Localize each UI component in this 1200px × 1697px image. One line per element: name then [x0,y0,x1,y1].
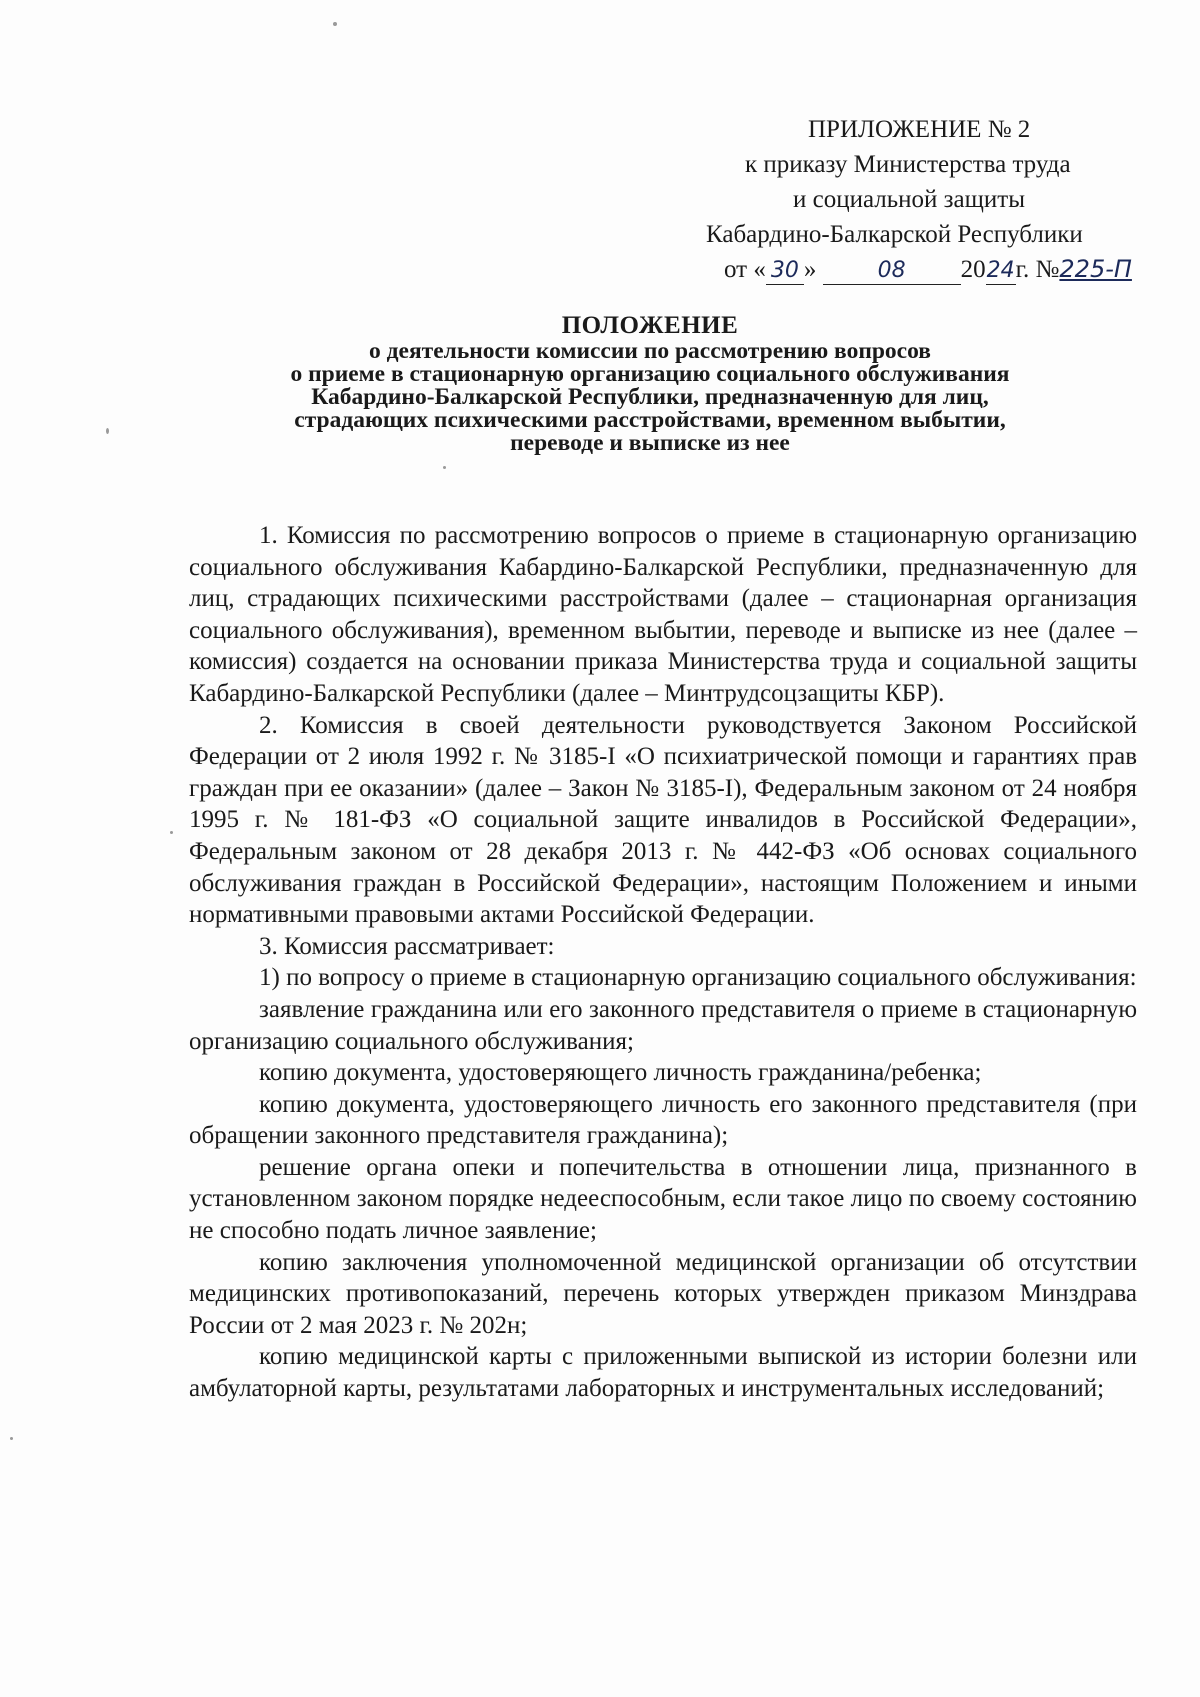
scan-speck [10,1437,13,1440]
approval-date-line [680,252,1170,287]
date-year-prefix: 20 [960,256,986,283]
date-mid: » [803,256,817,283]
list-item: решение органа опеки и попечительства в отношении лица, признанного в установленном законом порядке недееспособным, если такое лицо по своему состоянию не способно подать личное заявление; [189,1153,1137,1245]
scan-speck [170,831,173,834]
title-line: Кабардино-Балкарской Республики, предназначенную для лиц, [311,384,989,410]
title-line: о приеме в стационарную организацию социального обслуживания [290,361,1010,387]
list-item: копию заключения уполномоченной медицинской организации об отсутствии медицинских противопоказаний, перечень которых утвержден приказом Минздрава России от 2 мая 2023 г. № 202н; [189,1248,1137,1339]
approval-stamp-block [680,112,1170,287]
scan-speck [333,22,337,26]
scan-speck [106,428,109,434]
order-number: 225-П [1059,255,1132,283]
approval-republic: Кабардино-Балкарской Республики [706,221,1083,248]
title-line: о деятельности комиссии по рассмотрению вопросов [369,338,931,364]
list-item: копию документа, удостоверяющего личность гражданина/ребенка; [259,1059,982,1087]
paragraph-3: 3. Комиссия рассматривает: [259,932,555,960]
date-month: 08 [823,258,961,285]
list-item: копию медицинской карты с приложенными выпиской из истории болезни или амбулаторной карты, результатами лабораторных и инструментальных исследований; [189,1343,1137,1403]
approval-ministry: и социальной защиты [793,186,1026,213]
title-main: ПОЛОЖЕНИЕ [561,312,739,339]
document-body [189,520,1137,1405]
date-year-suffix: 24 [986,258,1015,283]
date-day: 30 [766,258,804,285]
approval-heading: ПРИЛОЖЕНИЕ № 2 [808,116,1031,143]
title-line: переводе и выписке из нее [510,430,790,456]
document-title [120,312,1180,455]
list-item: 1) по вопросу о приеме в стационарную организацию социального обслуживания: [259,964,1137,992]
scan-speck [443,466,446,469]
paragraph-2: 2. Комиссия в своей деятельности руководствуется Законом Российской Федерации от 2 июля 1992 г. № 3185-I «О психиатрической помощи и гарантиях прав граждан при ее оказании» (далее – Закон № 3185-I), Федеральным законом от 24 ноября 1995 г. № 181-ФЗ «О социальной защите инвалидов в Российской Федерации», Федеральным законом от 28 декабря 2013 г. № 442-ФЗ «Об основах социального обслуживания граждан в Российской Федерации», настоящим Положением и иными нормативными правовыми актами Российской Федерации. [189,711,1137,929]
list-item: заявление гражданина или его законного представителя о приеме в стационарную организацию социального обслуживания; [189,995,1137,1055]
paragraph-1: 1. Комиссия по рассмотрению вопросов о приеме в стационарную организацию социального обслуживания Кабардино-Балкарской Республики, предназначенную для лиц, страдающих психическими расстройствами (далее – стационарная организация социального обслуживания), временном выбытии, переводе и выписке из нее (далее – комиссия) создается на основании приказа Министерства труда и социальной защиты Кабардино-Балкарской Республики (далее – Минтрудсоцзащиты КБР). [189,522,1137,707]
date-prefix: от « [724,256,766,283]
date-year-end: г. № [1015,256,1060,283]
list-item: копию документа, удостоверяющего личность его законного представителя (при обращении законного представителя гражданина); [189,1090,1137,1150]
approval-order-ref: к приказу Министерства труда [745,151,1071,178]
title-line: страдающих психическими расстройствами, временном выбытии, [294,407,1006,433]
